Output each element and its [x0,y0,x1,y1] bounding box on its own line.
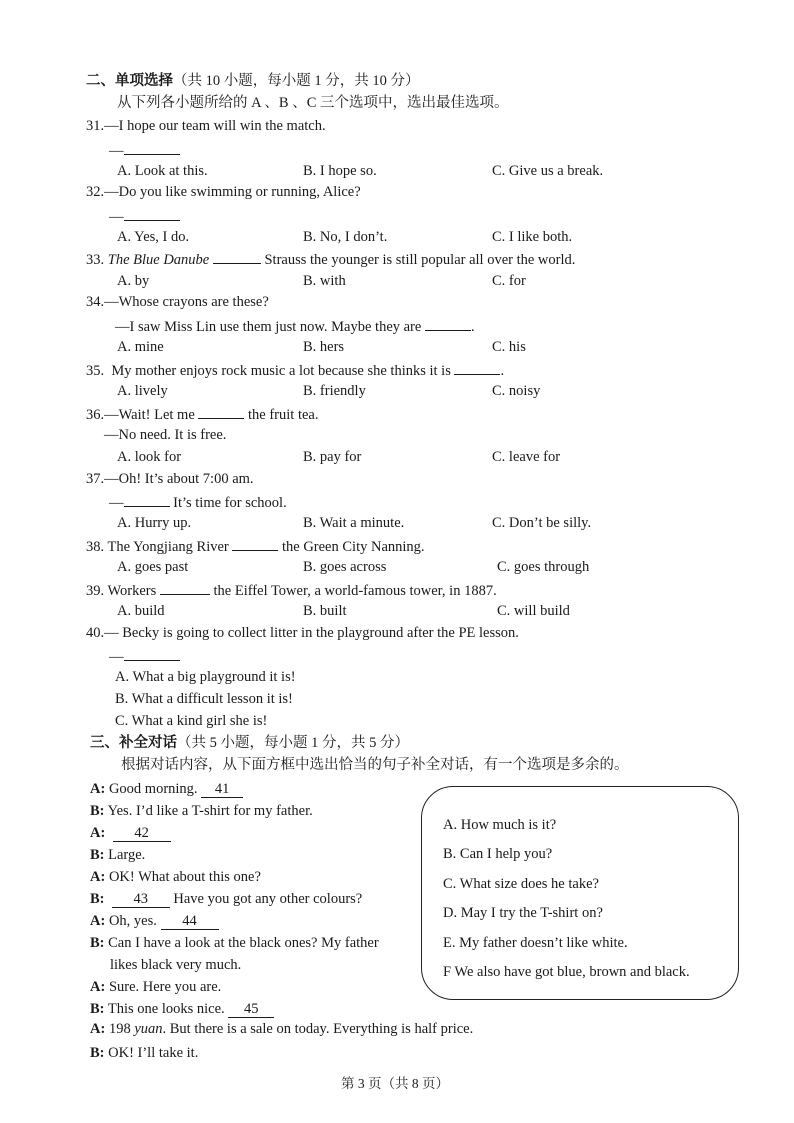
blank-45: 45 [228,1001,274,1018]
answer-line-31: — [109,140,180,160]
section3-note: （共 5 小题，每小题 1 分，共 5 分） [177,735,409,751]
box-option-c: C. What size does he take? [443,876,599,892]
answer-line-32: — [109,206,180,226]
question-36: 36.—Wait! Let me the fruit tea. [86,404,318,424]
option-31-b: B. I hope so. [303,163,377,179]
option-31-a: A. Look at this. [117,163,208,179]
option-37-b: B. Wait a minute. [303,515,405,531]
section2-note: （共 10 小题，每小题 1 分，共 10 分） [173,73,420,89]
option-35-c: C. noisy [492,383,541,399]
dialogue-line-4: B: Large. [90,847,146,863]
option-33-b: B. with [303,273,346,289]
dialogue-line-2: B: Yes. I’d like a T-shirt for my father. [90,803,313,819]
option-32-a: A. Yes, I do. [117,229,190,245]
section3-title: 三、补全对话 [90,735,177,751]
dialogue-line-1: A: Good morning. 41 [90,780,243,798]
blank-44: 44 [161,913,219,930]
answer-blank [232,536,278,551]
box-option-e: E. My father doesn’t like white. [443,935,628,951]
option-35-b: B. friendly [303,383,366,399]
dialogue-line-5: A: OK! What about this one? [90,869,261,885]
box-option-b: B. Can I help you? [443,846,553,862]
dialogue-line-12: A: 198 yuan. But there is a sale on today. Everything is half price. [90,1021,474,1037]
section2-heading [86,72,420,90]
question-32: 32.—Do you like swimming or running, Alice? [86,184,361,200]
option-37-a: A. Hurry up. [117,515,192,531]
question-39: 39. Workers the Eiffel Tower, a world-famous tower, in 1887. [86,580,497,600]
box-option-d: D. May I try the T-shirt on? [443,905,603,921]
blank-43: 43 [112,891,170,908]
section2-title: 二、单项选择 [86,73,173,89]
option-34-a: A. mine [117,339,164,355]
answer-blank [425,316,471,331]
question-34-line2: —I saw Miss Lin use them just now. Maybe they are . [115,316,475,336]
answer-blank [198,404,244,419]
dialogue-line-9: likes black very much. [110,957,242,973]
option-39-c: C. will build [497,603,570,619]
question-36-line2: —No need. It is free. [104,427,227,443]
answer-blank [454,360,500,375]
option-34-c: C. his [492,339,526,355]
dialogue-line-3: A: 42 [90,824,171,842]
option-33-a: A. by [117,273,150,289]
option-32-c: C. I like both. [492,229,573,245]
question-37-line2: — It’s time for school. [109,492,287,512]
option-34-b: B. hers [303,339,345,355]
blank-41: 41 [201,781,243,798]
option-38-b: B. goes across [303,559,387,575]
dialogue-line-10: A: Sure. Here you are. [90,979,222,995]
answer-blank [124,646,180,661]
answer-blank [124,492,170,507]
option-38-a: A. goes past [117,559,189,575]
question-40: 40.— Becky is going to collect litter in the playground after the PE lesson. [86,625,519,641]
option-39-b: B. built [303,603,347,619]
box-option-a: A. How much is it? [443,817,557,833]
dialogue-line-13: B: OK! I’ll take it. [90,1045,199,1061]
option-36-c: C. leave for [492,449,561,465]
option-36-b: B. pay for [303,449,362,465]
answer-blank [124,140,180,155]
option-32-b: B. No, I don’t. [303,229,388,245]
section2-instruction: 从下列各小题所给的 A 、B 、C 三个选项中，选出最佳选项。 [117,95,509,111]
question-33: 33. The Blue Danube Strauss the younger is still popular all over the world. [86,249,575,269]
section3-instruction: 根据对话内容，从下面方框中选出恰当的句子补全对话，有一个选项是多余的。 [121,757,629,773]
answer-blank [213,249,261,264]
question-34: 34.—Whose crayons are these? [86,294,269,310]
answer-blank [124,206,180,221]
option-36-a: A. look for [117,449,182,465]
option-38-c: C. goes through [497,559,590,575]
blank-42: 42 [113,825,171,842]
answer-line-40: — [109,646,180,666]
question-31: 31.—I hope our team will win the match. [86,118,326,134]
option-37-c: C. Don’t be silly. [492,515,592,531]
question-37: 37.—Oh! It’s about 7:00 am. [86,471,254,487]
dialogue-line-7: A: Oh, yes. 44 [90,912,219,930]
option-40-b: B. What a difficult lesson it is! [115,691,293,707]
option-33-c: C. for [492,273,526,289]
option-40-c: C. What a kind girl she is! [115,713,268,729]
answer-blank [160,580,210,595]
dialogue-line-6: B: 43 Have you got any other colours? [90,891,363,907]
box-option-f: F We also have got blue, brown and black. [443,964,690,980]
page-footer: 第 3 页（共 8 页） [341,1076,449,1091]
dialogue-line-8: B: Can I have a look at the black ones? My father [90,935,379,951]
option-39-a: A. build [117,603,165,619]
option-40-a: A. What a big playground it is! [115,669,296,685]
question-38: 38. The Yongjiang River the Green City Nanning. [86,536,425,556]
options-box [421,786,739,1000]
section3-heading [90,734,409,752]
dialogue-line-11: B: This one looks nice. 45 [90,1000,274,1018]
question-35: 35. My mother enjoys rock music a lot because she thinks it is . [86,360,504,380]
option-35-a: A. lively [117,383,168,399]
option-31-c: C. Give us a break. [492,163,604,179]
